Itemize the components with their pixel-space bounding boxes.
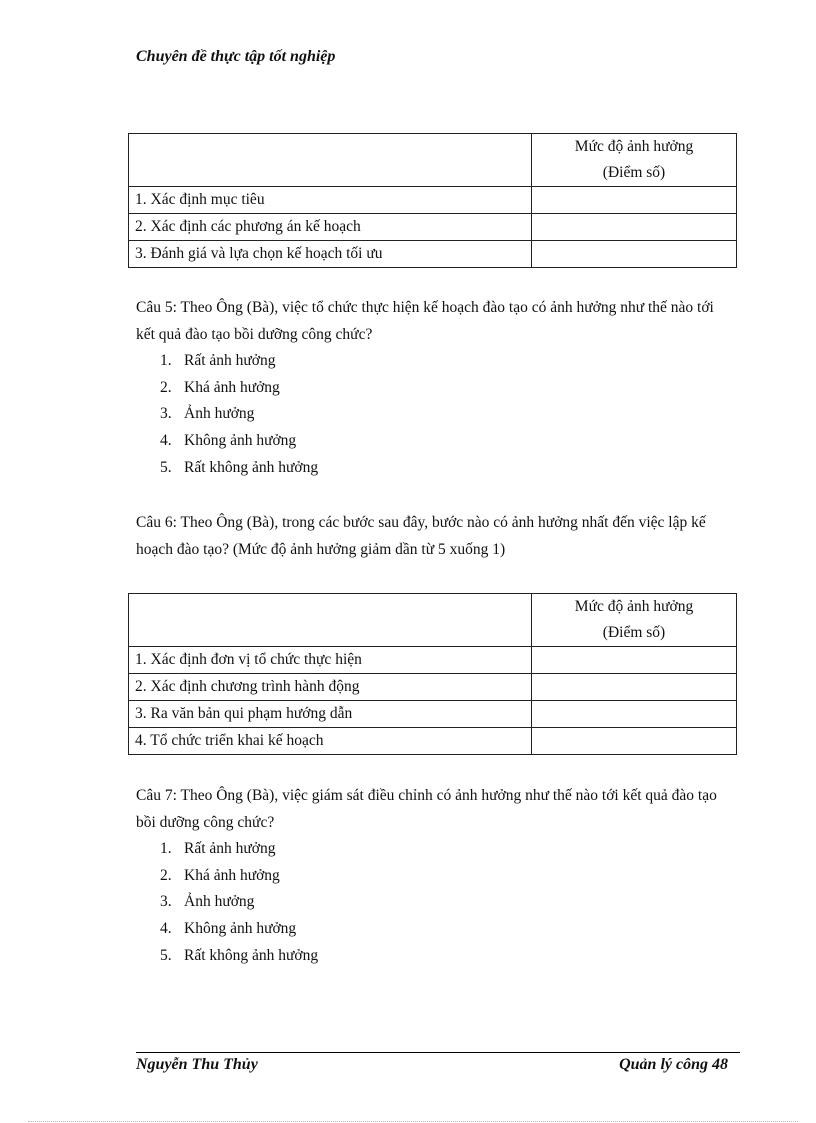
score-header-line1: Mức độ ảnh hưởng — [574, 598, 694, 615]
table-row-label: 1. Xác định đơn vị tổ chức thực hiện — [129, 647, 532, 674]
list-item[interactable]: 2. Khá ảnh hưởng — [160, 866, 280, 884]
table-row — [129, 647, 737, 674]
list-item[interactable]: 4. Không ảnh hưởng — [160, 432, 297, 450]
table-header-row — [129, 134, 737, 187]
score-input-cell[interactable] — [532, 214, 737, 241]
table-row-label: 2. Xác định các phương án kế hoạch — [129, 214, 532, 241]
list-item[interactable]: 2. Khá ảnh hưởng — [160, 378, 280, 396]
list-item[interactable]: 4. Không ảnh hưởng — [160, 920, 297, 938]
list-item[interactable]: 1. Rất ảnh hưởng — [160, 840, 276, 857]
rating-table-2 — [128, 593, 737, 755]
rating-table-1 — [128, 133, 737, 268]
footer-author: Nguyễn Thu Thủy — [136, 1056, 258, 1073]
table-row — [129, 674, 737, 701]
table-header-empty-cell — [129, 134, 532, 187]
table-row-label: 1. Xác định mục tiêu — [129, 187, 532, 214]
score-header-line2: (Điểm số) — [602, 624, 666, 641]
table-row-label: 3. Ra văn bản qui phạm hướng dẫn — [129, 701, 532, 728]
table-header-empty-cell — [129, 594, 532, 647]
table-row — [129, 214, 737, 241]
list-item[interactable]: 5. Rất không ảnh hưởng — [160, 458, 319, 476]
table-row-label: 2. Xác định chương trình hành động — [129, 674, 532, 701]
table-header-row — [129, 594, 737, 647]
list-item[interactable]: 5. Rất không ảnh hưởng — [160, 946, 319, 964]
score-input-cell[interactable] — [532, 674, 737, 701]
score-header-line2: (Điểm số) — [602, 164, 666, 181]
page-edge-divider — [28, 1121, 798, 1122]
page-header-title: Chuyên đề thực tập tốt nghiệp — [136, 48, 336, 65]
table-row-label: 4. Tổ chức triển khai kế hoạch — [129, 728, 532, 755]
table-row — [129, 187, 737, 214]
footer-divider — [136, 1052, 740, 1053]
question-7-options — [160, 836, 318, 970]
table-row — [129, 241, 737, 268]
score-input-cell[interactable] — [532, 187, 737, 214]
score-input-cell[interactable] — [532, 647, 737, 674]
table-header-score-cell — [532, 594, 737, 647]
question-5-text: Câu 5: Theo Ông (Bà), việc tổ chức thực hiện kế hoạch đào tạo có ảnh hưởng như thế nào tới kết quả đào tạo bồi dưỡng công chức? — [136, 299, 714, 343]
score-input-cell[interactable] — [532, 241, 737, 268]
table-row-label: 3. Đánh giá và lựa chọn kế hoạch tối ưu — [129, 241, 532, 268]
question-7-text: Câu 7: Theo Ông (Bà), việc giám sát điều chỉnh có ảnh hưởng như thế nào tới kết quả đào tạo bồi dưỡng công chức? — [136, 787, 717, 831]
question-6-text: Câu 6: Theo Ông (Bà), trong các bước sau đây, bước nào có ảnh hưởng nhất đến việc lập kế hoạch đào tạo? (Mức độ ảnh hưởng giảm dần từ 5 xuống 1) — [136, 514, 706, 558]
table-header-score-cell — [532, 134, 737, 187]
footer-page-label: Quản lý công 48 — [619, 1056, 728, 1073]
score-input-cell[interactable] — [532, 701, 737, 728]
score-input-cell[interactable] — [532, 728, 737, 755]
list-item[interactable]: 3. Ảnh hưởng — [160, 405, 255, 423]
list-item[interactable]: 3. Ảnh hưởng — [160, 893, 255, 911]
score-header-line1: Mức độ ảnh hưởng — [574, 138, 694, 155]
list-item[interactable]: 1. Rất ảnh hưởng — [160, 352, 276, 369]
table-row — [129, 701, 737, 728]
table-row — [129, 728, 737, 755]
question-5-options — [160, 348, 318, 482]
